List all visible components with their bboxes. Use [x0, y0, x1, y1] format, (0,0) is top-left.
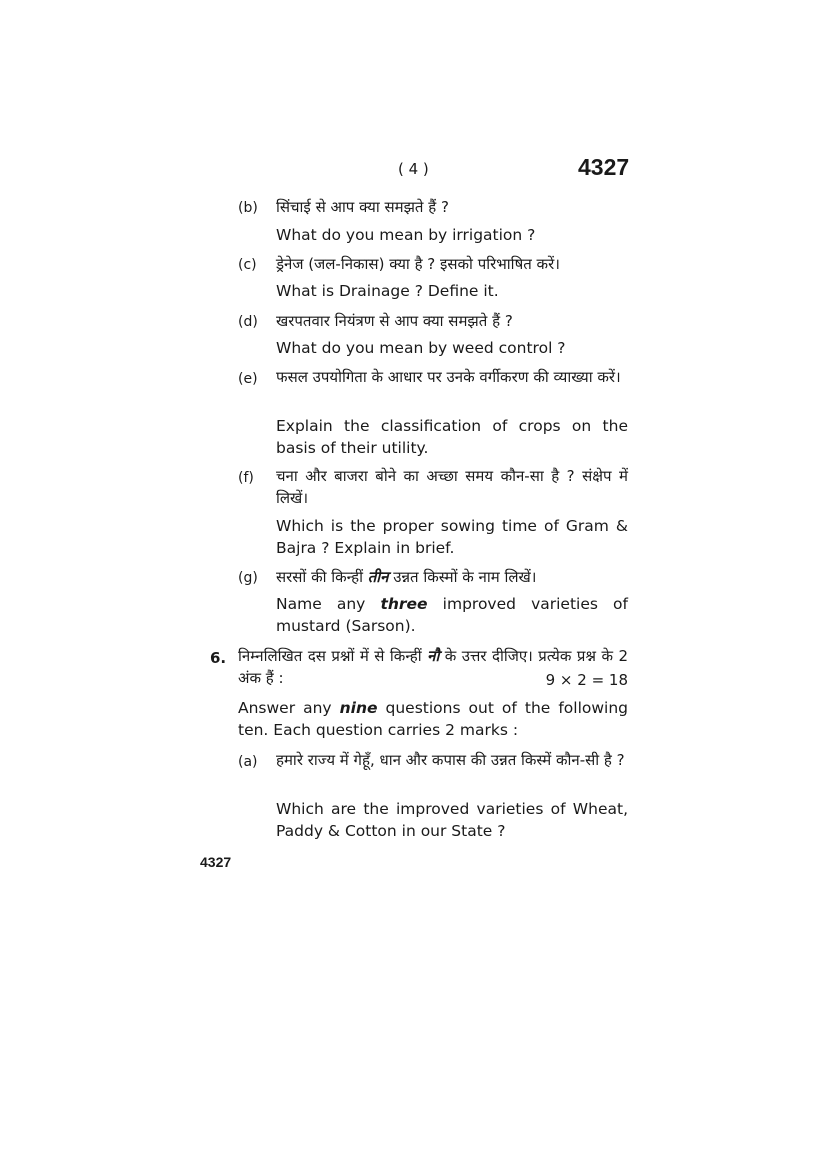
question-english: What is Drainage ? Define it.	[276, 282, 499, 300]
page-number: ( 4 )	[398, 160, 429, 178]
question-label: (d)	[238, 314, 258, 330]
question-hindi: सिंचाई से आप क्या समझते हैं ?	[276, 198, 449, 216]
question-english: What do you mean by irrigation ?	[276, 226, 536, 244]
question-english: What do you mean by weed control ?	[276, 339, 566, 357]
paper-code-footer: 4327	[200, 854, 232, 870]
question-hindi: चना और बाजरा बोने का अच्छा समय कौन-सा है ? संक्षेप में लिखें।	[276, 467, 628, 507]
marks-allocation: 9 × 2 = 18	[536, 671, 628, 689]
question-english: Explain the classification of crops on the basis of their utility.	[276, 417, 628, 457]
question6-hindi: निम्नलिखित दस प्रश्नों में से किन्हीं नौ के उत्तर दीजिए। प्रत्येक प्रश्न के 2 अंक हैं :	[238, 647, 628, 687]
question-hindi: हमारे राज्य में गेहूँ, धान और कपास की उन्नत किस्में कौन-सी है ?	[276, 751, 625, 769]
emphasis-word: three	[380, 595, 428, 613]
question-hindi: ड्रेनेज (जल-निकास) क्या है ? इसको परिभाषित करें।	[276, 255, 560, 273]
emphasis-word: नौ	[427, 647, 440, 665]
emphasis-word: तीन	[367, 568, 389, 586]
question-number: 6.	[210, 649, 227, 667]
question6-english: Answer any nine questions out of the following ten. Each question carries 2 marks :	[238, 699, 628, 739]
question-label: (a)	[238, 754, 258, 770]
emphasis-word: nine	[339, 699, 378, 717]
question-english: Name any three improved varieties of mustard (Sarson).	[276, 595, 628, 635]
question-english: Which are the improved varieties of Wheat, Paddy & Cotton in our State ?	[276, 800, 628, 840]
question-label: (g)	[238, 570, 258, 586]
question-label: (f)	[238, 470, 254, 486]
paper-code-header: 4327	[578, 154, 630, 180]
question-english: Which is the proper sowing time of Gram & Bajra ? Explain in brief.	[276, 517, 628, 557]
question-hindi: फसल उपयोगिता के आधार पर उनके वर्गीकरण की व्याख्या करें।	[276, 368, 621, 386]
question-label: (b)	[238, 200, 258, 216]
question-label: (c)	[238, 257, 257, 273]
question-hindi: सरसों की किन्हीं तीन उन्नत किस्मों के नाम लिखें।	[276, 568, 537, 586]
question-hindi: खरपतवार नियंत्रण से आप क्या समझते हैं ?	[276, 312, 513, 330]
question-label: (e)	[238, 371, 258, 387]
